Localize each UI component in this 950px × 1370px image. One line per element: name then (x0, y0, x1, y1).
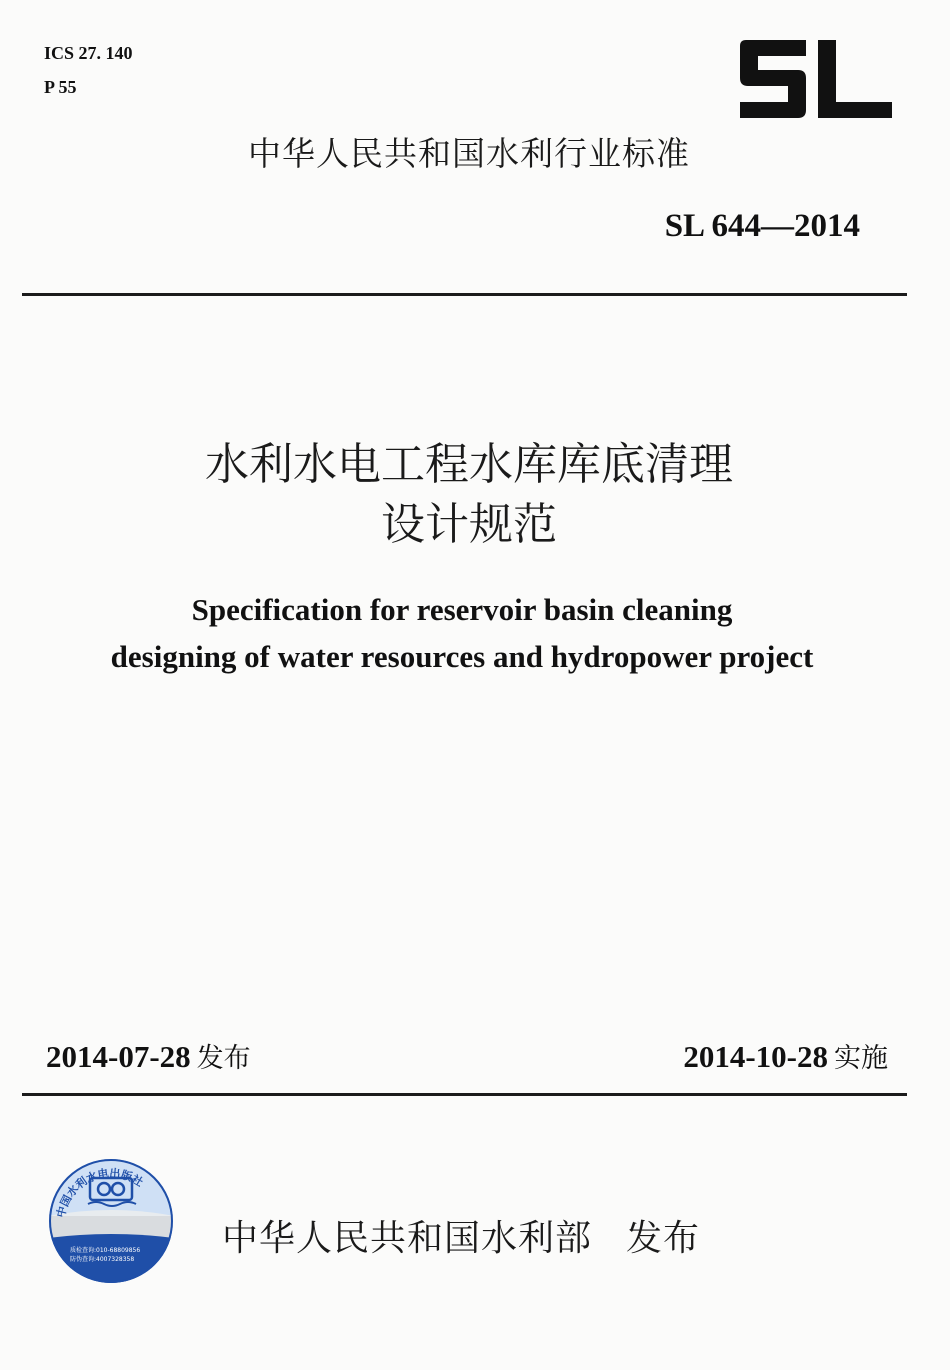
bottom-divider (22, 1093, 907, 1096)
publisher-name: 中华人民共和国水利部 (222, 1218, 593, 1259)
top-divider (22, 293, 907, 296)
publisher-action: 发布 (626, 1218, 701, 1259)
seal-arc-text: 中国水利水电出版社 (54, 1166, 146, 1219)
ccs-code: P 55 (44, 77, 77, 97)
issue-label: 发布 (196, 1043, 251, 1074)
title-cn-line1: 水利水电工程水库库底清理 (205, 439, 733, 490)
title-en-line1: Specification for reservoir basin cleaning (191, 592, 733, 627)
seal-phone-2: 防伪查询:4007328358 (70, 1256, 135, 1263)
seal-phone-1: 质检查询:010-68809856 (70, 1247, 141, 1254)
anti-counterfeit-seal (48, 1158, 174, 1284)
title-en-line2: designing of water resources and hydropower project (110, 639, 814, 674)
implement-date-block (683, 1036, 888, 1075)
title-cn-line2: 设计规范 (381, 499, 557, 550)
issue-date-block (46, 1036, 251, 1075)
standard-number: SL 644—2014 (664, 208, 860, 244)
issue-date: 2014-07-28 (46, 1039, 191, 1074)
ics-code: ICS 27. 140 (44, 43, 133, 63)
title-english (0, 586, 924, 680)
sl-logo (736, 36, 896, 122)
classification-codes (44, 36, 133, 104)
publisher-line (222, 1210, 700, 1261)
implement-date: 2014-10-28 (683, 1039, 828, 1074)
standard-category: 中华人民共和国水利行业标准 (248, 134, 690, 173)
implement-label: 实施 (834, 1043, 888, 1074)
title-chinese (0, 435, 938, 555)
